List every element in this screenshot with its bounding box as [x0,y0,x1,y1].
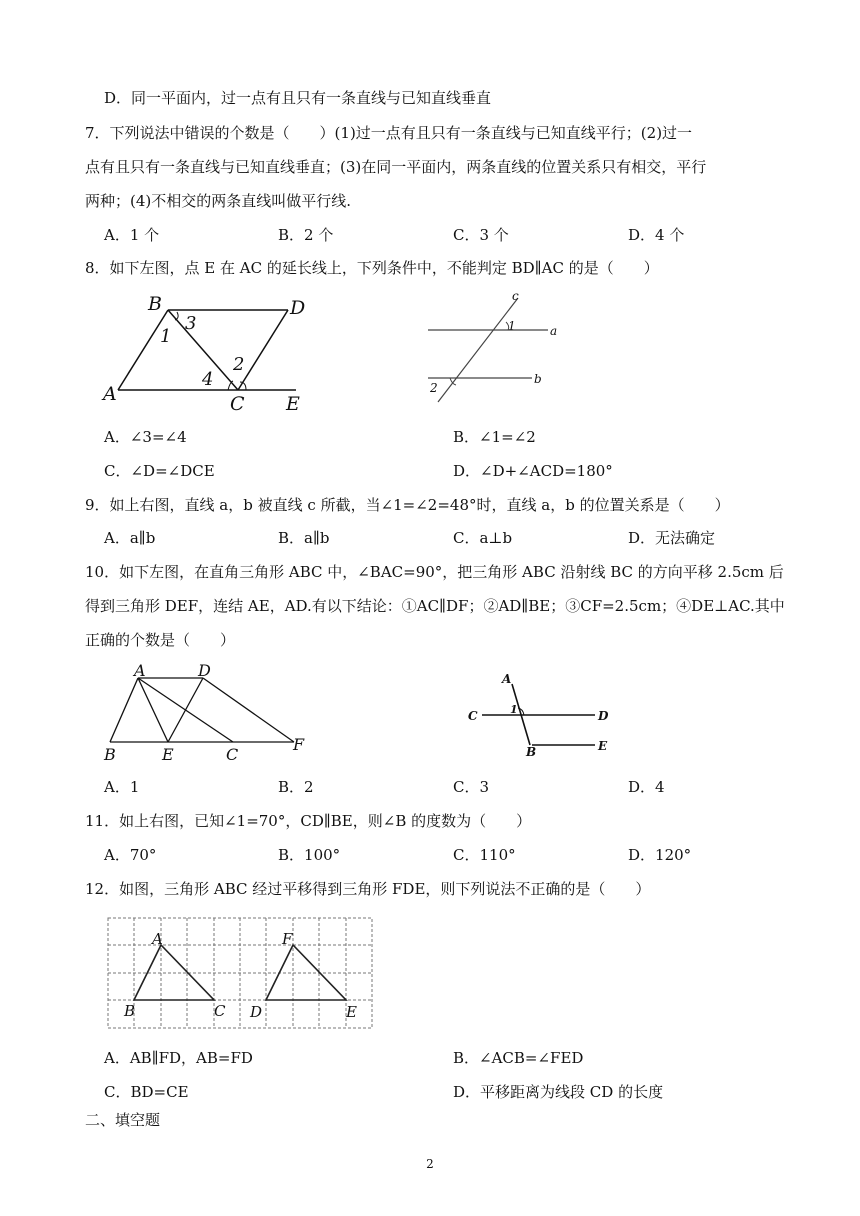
q11-label-1: 1 [510,703,518,716]
q10-option-b: B．2 [278,778,314,796]
q10-option-d: D．4 [628,778,665,796]
q9-label-1: 1 [508,319,516,333]
q8-label-B: B [148,293,162,315]
q7-line1: 7．下列说法中错误的个数是（ ）(1)过一点有且只有一条直线与已知直线平行；(2)过一 [85,124,693,142]
q8-figure [100,290,340,415]
q8-option-a: A．∠3=∠4 [104,428,187,446]
q12-question: 12．如图，三角形 ABC 经过平移得到三角形 FDE，则下列说法不正确的是（ ） [85,880,651,898]
q11-option-a: A．70° [104,846,157,864]
q12-option-c: C．BD=CE [104,1083,189,1101]
q9-label-c: c [512,290,519,303]
q8-question: 8．如下左图，点 E 在 AC 的延长线上，下列条件中，不能判定 BD∥AC 的是（ ） [85,259,659,277]
q7-option-d: D．4 个 [628,226,685,244]
q10-line3: 正确的个数是（ ） [85,631,236,649]
q12-label-B: B [124,1002,136,1020]
q10-label-E: E [162,745,174,764]
q10-option-c: C．3 [453,778,490,796]
q7-line2: 点有且只有一条直线与已知直线垂直；(3)在同一平面内，两条直线的位置关系只有相交，平行 [85,158,707,176]
q11-label-A: A [502,672,512,686]
section-title-fill-in: 二、填空题 [85,1111,161,1129]
q11-option-b: B．100° [278,846,341,864]
q10-option-a: A．1 [104,778,140,796]
q10-label-B: B [104,745,116,764]
q9-label-a: a [550,324,558,338]
q11-label-B: B [526,745,537,758]
q7-option-c: C．3 个 [453,226,509,244]
q8-option-b: B．∠1=∠2 [453,428,536,446]
q6-option-d: D．同一平面内，过一点有且只有一条直线与已知直线垂直 [104,89,492,107]
q12-label-D: D [250,1003,263,1021]
q8-label-1: 1 [160,326,172,347]
q7-option-a: A．1 个 [104,226,160,244]
q11-option-d: D．120° [628,846,692,864]
q12-option-b: B．∠ACB=∠FED [453,1049,584,1067]
q11-figure [460,668,630,758]
page-number: 2 [426,1157,434,1171]
q8-option-d: D．∠D+∠ACD=180° [453,462,613,480]
q9-label-b: b [534,372,542,386]
q9-option-a: A．a∥b [104,529,156,547]
q11-label-D: D [598,709,609,723]
q11-label-E: E [598,739,608,753]
q9-option-c: C．a⊥b [453,529,513,547]
q8-label-4: 4 [202,369,214,390]
q9-figure [420,290,570,405]
q8-option-c: C．∠D=∠DCE [104,462,215,480]
q10-label-F: F [293,735,305,754]
q9-label-2: 2 [430,381,438,395]
q7-line3: 两种；(4)不相交的两条直线叫做平行线. [85,192,352,210]
q12-label-F: F [282,930,293,948]
q11-option-c: C．110° [453,846,516,864]
q11-question: 11．如上右图，已知∠1=70°，CD∥BE，则∠B 的度数为（ ） [85,812,532,830]
q12-option-d: D．平移距离为线段 CD 的长度 [453,1083,664,1101]
q10-figure [98,662,318,767]
q8-label-A: A [103,383,117,405]
q10-line2: 得到三角形 DEF，连结 AE，AD.有以下结论：①AC∥DF；②AD∥BE；③CF=2.5cm；④DE⊥AC.其中 [85,597,785,615]
q10-label-D: D [198,662,211,680]
q8-label-2: 2 [233,354,245,375]
q8-label-D: D [290,297,306,319]
q10-line1: 10．如下左图，在直角三角形 ABC 中，∠BAC=90°，把三角形 ABC 沿射线 BC 的方向平移 2.5cm 后 [85,563,784,581]
q9-option-d: D．无法确定 [628,529,716,547]
q12-label-C: C [214,1002,226,1020]
q7-option-b: B．2 个 [278,226,334,244]
q9-option-b: B．a∥b [278,529,330,547]
q9-question: 9．如上右图，直线 a，b 被直线 c 所截，当∠1=∠2=48°时，直线 a，b 的位置关系是（ ） [85,496,730,514]
q12-label-A: A [152,930,163,948]
q12-option-a: A．AB∥FD，AB=FD [104,1049,253,1067]
q12-figure [104,914,376,1032]
q11-label-C: C [468,709,478,723]
q8-label-C: C [230,393,245,415]
q10-label-C: C [226,745,239,764]
q10-label-A: A [134,662,146,680]
q12-label-E: E [346,1003,357,1021]
q8-label-E: E [286,393,300,415]
q8-label-3: 3 [185,313,197,334]
